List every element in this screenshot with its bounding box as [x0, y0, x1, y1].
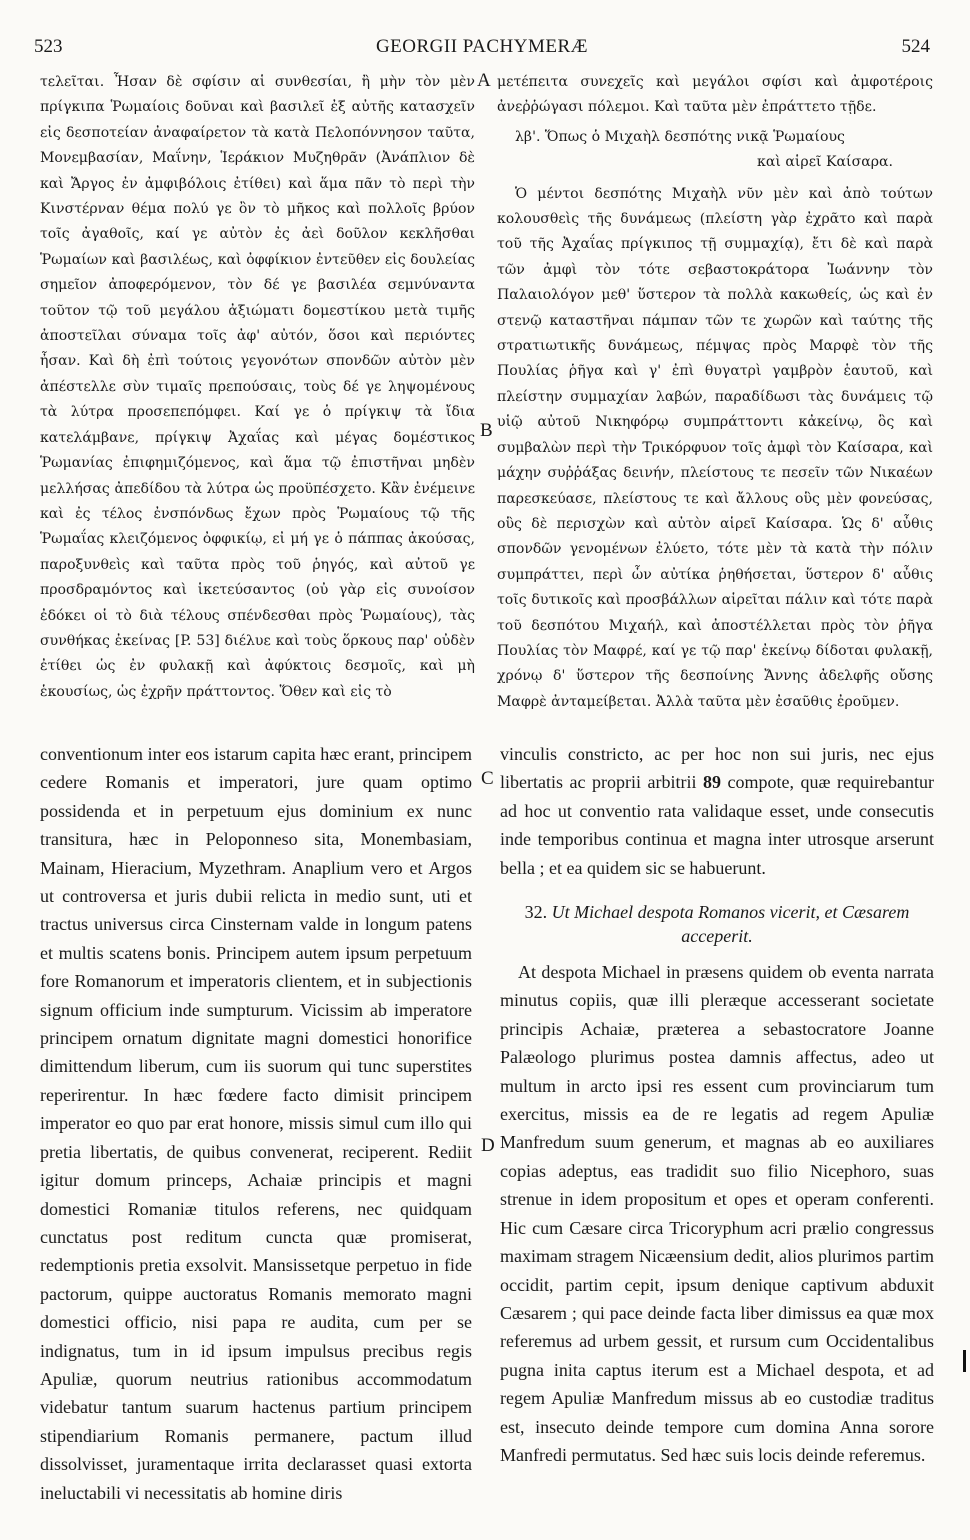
margin-letter-b: B: [480, 420, 493, 441]
greek-section-heading-line-2: καὶ αἱρεῖ Καίσαρα.: [757, 154, 893, 171]
page-number-right: 524: [901, 36, 930, 57]
margin-letter-d: D: [481, 1135, 495, 1156]
page-header: [34, 36, 930, 60]
greek-section-heading: [497, 125, 933, 176]
margin-letter-c: C: [481, 768, 494, 789]
margin-letter-a: A: [477, 70, 491, 91]
greek-left-text: τελεῖται. Ἦσαν δὲ σφίσιν αἱ συνθεσίαι, ἢ μὴν τὸν μὲν πρίγκιπα Ῥωμαίοις δοῦναι καὶ βασιλεῖ ἐξ αὐτῆς κατασχεῖν εἰς δεσποτείαν ἀναφαίρετον τὰ κατὰ Πελοπόννησον ταῦτα, Μονεμβασίαν, Μαΐνην, Ἱεράκιον Μυζηθρᾶν (Ἀνάπλιον δὲ καὶ Ἄργος ἐν ἀμφιβόλοις ἐτίθει) καὶ ἅμα πᾶν τὸ περὶ τὴν Κινστέρναν θέμα πολύ γε ὂν τὸ μῆκος καὶ πολλοῖς βρύον τοῖς ἀγαθοῖς, καί γε αὐτὸν ἐς ἀεὶ δοῦλον κεκλῆσθαι Ῥωμαίων καὶ βασιλέως, καὶ ὀφφίκιον ἐντεῦθεν εἰς δουλείας σημεῖον ἀποφερόμενον, τὸν δέ γε βασιλέα σεμνύναντα τοῦτον τῷ τοῦ μεγάλου ἀξιώματι δομεστίκου μετὰ τιμῆς ἀποστεῖλαι σύναμα τοῖς ἀφ' αὐτόν, ὅσοι καὶ περιόντες ἦσαν. Καὶ δὴ ἐπὶ τούτοις γεγονότων σπονδῶν αὐτὸν μὲν ἀπέστελλε σὺν τιμαῖς πρεπούσαις, τοὺς δέ γε ληψομένους τὰ λύτρα προσεπεπόμφει. Καί γε ὁ πρίγκιψ τὰ ἴδια κατελάμβανε, πρίγκιψ Ἀχαΐας καὶ μέγας δομέστικος Ῥωμανίας ἐπιφημιζόμενος, καὶ ἅμα τῷ ἐπιστῆναι μηδὲν μελλήσας ἀπεδίδου τὰ λύτρα ὡς προϋπέσχετο. Κἂν ἐνέμεινε καὶ ἐς τέλος ἐνσπόνδως ἔχων πρὸς Ῥωμαίους τῷ τῆς Ῥωμαΐας κλειζόμενος ὀφφικίῳ, εἰ μή γε ὁ πάππας ἀκούσας, παροξυνθεὶς καὶ ταῦτα πρὸς τοῦ ῥηγός, καὶ αὐτοῦ γε προσδραμόντος καὶ ἱκετεύσαντος (οὐ γὰρ εἰς συνοίσον ἐδόκει οἱ τὸ διὰ τέλους σπένδεσθαι πρὸς Ῥωμαίους), τὰς συνθήκας ἐκείνας [P. 53] διέλυε καὶ τοὺς ὅρκους παρ' οὐδὲν ἐτίθει ὡς ἐν φυλακῇ καὶ ἀφύκτοις δεσμοῖς, καὶ μὴ ἑκουσίως, ὡς ἐχρῆν πράττοντος. Ὅθεν καὶ εἰς τὸ: [40, 74, 475, 700]
latin-section-heading: [500, 900, 934, 948]
greek-column-left: [40, 70, 475, 705]
latin-right-text-1a: vinculis constricto, ac per hoc non sui juris, nec ejus libertatis ac proprii arbitrii: [500, 744, 934, 793]
latin-left-text: conventionum inter eos istarum capita hæc erant, principem cedere Romanis et imperatori, jure quam optimo possidenda et in perpetuum ejus dominium ex nunc transitura, hæc in Peloponneso sita, Monembasiam, Mainam, Hieracium, Myzethram. Anaplium vero et Argos ut controversa et juris dubii relicta in medio sunt, uti et tractus universus circa Cinsternam valde in longum patens et multis scatens bonis. Principem autem ipsum perpetuum fore Romanorum et imperatoris clientem, et in subjectionis signum officium inde sumpturum. Vicissim ab imperatore principem ornatum dignitate magni domestici honorifice dimittendum liberum, cum iis suorum qui tunc superstites reperirentur. In hæc fœdere facto dimisit principem imperator eo quo par erat honore, missis simul cum illo qui pretia libertatis, de quibus convenerat, reciperent. Rediit igitur domum princeps, Achaiæ principis et magni domestici Romaniæ titulos referens, nec quidquam cunctatus post reditum cuncta quæ promiserat, redemptionis pretia exsolvit. Mansissetque perpetuo in fide pactorum, quippe auctoratus Romanis memorato magni domestici officio, nisi papa re audita, cum per se indignatus, tum in id ipsum impulsus precibus regis Apuliæ, quorum neutrius rationibus accommodatum videbatur tantum suarum hactenus partium principem stipendiarium Romanis permanere, pactum illud dissolvisset, juramentaque irrita declarasset quasi extorta ineluctabili vi necessitatis ab homine diris: [40, 744, 472, 1503]
greek-right-text-1: μετέπειτα συνεχεῖς καὶ μεγάλοι σφίσι καὶ ἀμφοτέροις ἀνεῤῥώγασι πόλεμοι. Καὶ ταῦτα μὲν ἐπράττετο τῇδε.: [497, 74, 933, 116]
latin-right-text-1b: compote, quæ requirebantur ad hoc ut conventio rata validaque esset, unde consecutis inde temporibus continua et magna inter utrosque arserunt bella ; et ea quidem sic se habuerunt.: [500, 772, 934, 878]
latin-page-marker: 89: [703, 772, 721, 793]
running-title: GEORGII PACHYMERÆ: [375, 36, 589, 57]
greek-column-right: [497, 70, 933, 715]
latin-column-right: [500, 740, 934, 1469]
latin-right-text-1: [500, 740, 934, 882]
latin-section-title: Ut Michael despota Romanos vicerit, et Cæsarem acceperit.: [551, 902, 910, 947]
latin-right-text-2: At despota Michael in præsens quidem ob eventa narrata minutus copiis, quæ illi pleræque accesserant societate principis Achaiæ, præterea a sebastocratore Joanne Palæologo plurimus postea damnis affectus, adeo ut multum in arcto ipsi res essent cum provinciarum tum exercitus, missis ea de re legatis ad regem Apuliæ Manfredum suum generum, et magnas ab eo auxiliares copias adeptus, eas tradidit suo filio Nicephoro, suas strenue in idem propositum et opes et operam conferenti. Hic cum Cæsare circa Tricoryphum acri prælio congressus maximam stragem Nicæensium dedit, alios plurimos partim occidit, partim cepit, ipsum denique captivum abduxit Cæsarem ; qui pace deinde facta liber dimissus ea quæ mox referemus ad urbem gessit, et rursum cum Occidentalibus pugna inita captus iterum est a Michael despota, et ad regem Apuliæ Manfredum missus ab eo custodiæ traditus est, insecuto deinde tempore cum domina Anna sorore Manfredi permutatus. Sed hæc suis locis deinde referemus.: [500, 962, 934, 1465]
greek-section-heading-line-1: λβ'. Ὅπως ὁ Μιχαὴλ δεσπότης νικᾷ Ῥωμαίους: [515, 128, 845, 145]
latin-section-number: 32.: [524, 902, 548, 923]
latin-column-left: [40, 740, 472, 1507]
greek-right-text-2: Ὁ μέντοι δεσπότης Μιχαὴλ νῦν μὲν καὶ ἀπὸ τούτων κολουσθεὶς τῆς δυνάμεως (πλείστη γὰρ ἐχρᾶτο καὶ παρὰ τοῦ τῆς Ἀχαΐας πρίγκιπος τῇ συμμαχίᾳ), ἔτι δὲ καὶ παρὰ τῶν ἀμφὶ τὸν τότε σεβαστοκράτορα Ἰωάννην τὸν Παλαιολόγον μεθ' ὕστερον τὰ πολλὰ κακωθείς, ὡς καὶ ἐν στενῷ καταστῆναι πάμπαν τῶν τε χωρῶν καὶ ταύτης τῆς στρατιωτικῆς δυνάμεως, πέμψας πρὸς Μαρφὲ τὸν τῆς Πουλίας ῥῆγα καὶ γ' ἐπὶ θυγατρὶ γαμβρὸν ἑαυτοῦ, καὶ πλείστην συμμαχίαν λαβών, παραδίδωσι τὰς δυνάμεις τῷ υἱῷ αὐτοῦ Νικηφόρῳ συμπράττοντι κἀκείνῳ, ὃς καὶ συμβαλὼν περὶ τὴν Τρικόρφυον τοῖς ἀμφὶ τὸν Καίσαρα, καὶ μάχην συῤῥάξας δεινήν, πλείστους τε πεσεῖν τῶν Νικαέων παρεσκεύασε, πλείστους τε καὶ ἄλλους οὓς μὲν φονεύσας, οὓς δὲ περισχὼν καὶ αὐτὸν αἱρεῖ Καίσαρα. Ὡς δ' αὖθις σπονδῶν γενομένων ἐλύετο, τότε μὲν τὰ κατὰ τὴν πόλιν συμπράττει, περὶ ὧν αὐτίκα ῥηθήσεται, ὕστερον δ' αὖθις τοῖς δυτικοῖς καὶ προσβάλλων αἱρεῖται πάλιν καὶ τότε παρὰ τοῦ δεσπότου Μιχαήλ, καὶ ἀποστέλλεται πρὸς τὸν ῥῆγα Πουλίας τὸν Μαφρέ, καί γε τῷ παρ' ἐκείνῳ δίδοται φυλακῇ, χρόνῳ δ' ὕστερον τῆς δεσποίνης Ἄννης ἀδελφῆς οὔσης Μαφρὲ ἀνταμείβεται. Ἀλλὰ ταῦτα μὲν ἐσαῦθις ἐροῦμεν.: [497, 185, 933, 710]
margin-mark: [963, 1350, 966, 1372]
page-number-left: 523: [34, 36, 63, 57]
